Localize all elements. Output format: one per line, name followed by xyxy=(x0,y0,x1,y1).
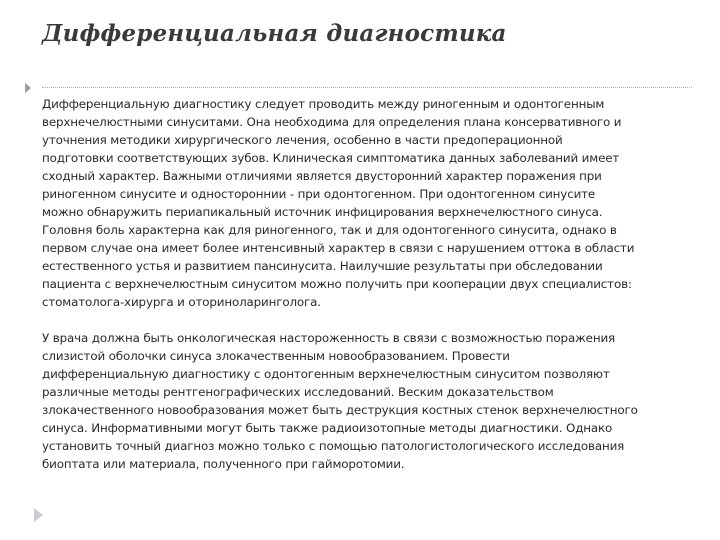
bullet-arrow-icon xyxy=(25,83,31,93)
text-line: биоптата или материала, полученного при гайморотомии. xyxy=(42,457,405,471)
text-line: верхнечелюстными синуситами. Она необходима для определения плана консервативного и xyxy=(42,115,622,129)
slide-title: Дифференциальная диагностика xyxy=(42,20,507,47)
text-line: злокачественного новообразования может быть деструкция костных стенок верхнечелюстного xyxy=(42,403,638,417)
text-line: синуса. Информативными могут быть также радиоизотопные методы диагностики. Однако xyxy=(42,421,613,435)
slide-body xyxy=(42,95,698,473)
text-line: различные методы рентгенографических исследований. Веским доказательством xyxy=(42,385,554,399)
divider xyxy=(42,87,692,88)
text-line: У врача должна быть онкологическая настороженность в связи с возможностью поражения xyxy=(42,331,616,345)
text-line: естественного устья и развитием пансинусита. Наилучшие результаты при обследовании xyxy=(42,259,603,273)
text-line: риногенном синусите и одностороннии - при одонтогенном. При одонтогенном синусите xyxy=(42,187,596,201)
text-line: подготовки соответствующих зубов. Клиническая симптоматика данных заболеваний имеет xyxy=(42,151,620,165)
paragraph-1 xyxy=(42,95,698,311)
text-line: сходный характер. Важными отличиями является двусторонний характер поражения при xyxy=(42,169,602,183)
next-arrow-icon xyxy=(34,508,43,522)
text-line: первом случае она имеет более интенсивный характер в связи с нарушением оттока в области xyxy=(42,241,635,255)
text-line: дифференциальную диагностику с одонтогенным верхнечелюстным синуситом позволяют xyxy=(42,367,610,381)
text-line: установить точный диагноз можно только с помощью патологистологического исследования xyxy=(42,439,625,453)
text-line: слизистой оболочки синуса злокачественным новообразованием. Провести xyxy=(42,349,510,363)
text-line: Головня боль характерна как для риногенного, так и для одонтогенного синусита, однако в xyxy=(42,223,617,237)
text-line: пациента с верхнечелюстным синуситом можно получить при кооперации двух специалистов: xyxy=(42,277,632,291)
paragraph-2 xyxy=(42,329,698,473)
text-line: Дифференциальную диагностику следует проводить между риногенным и одонтогенным xyxy=(42,97,605,111)
text-line: уточнения методики хирургического лечения, особенно в части предоперационной xyxy=(42,133,563,147)
text-line: стоматолога-хирурга и оториноларинголога. xyxy=(42,295,321,309)
text-line: можно обнаружить периапикальный источник инфицирования верхнечелюстного синуса. xyxy=(42,205,603,219)
